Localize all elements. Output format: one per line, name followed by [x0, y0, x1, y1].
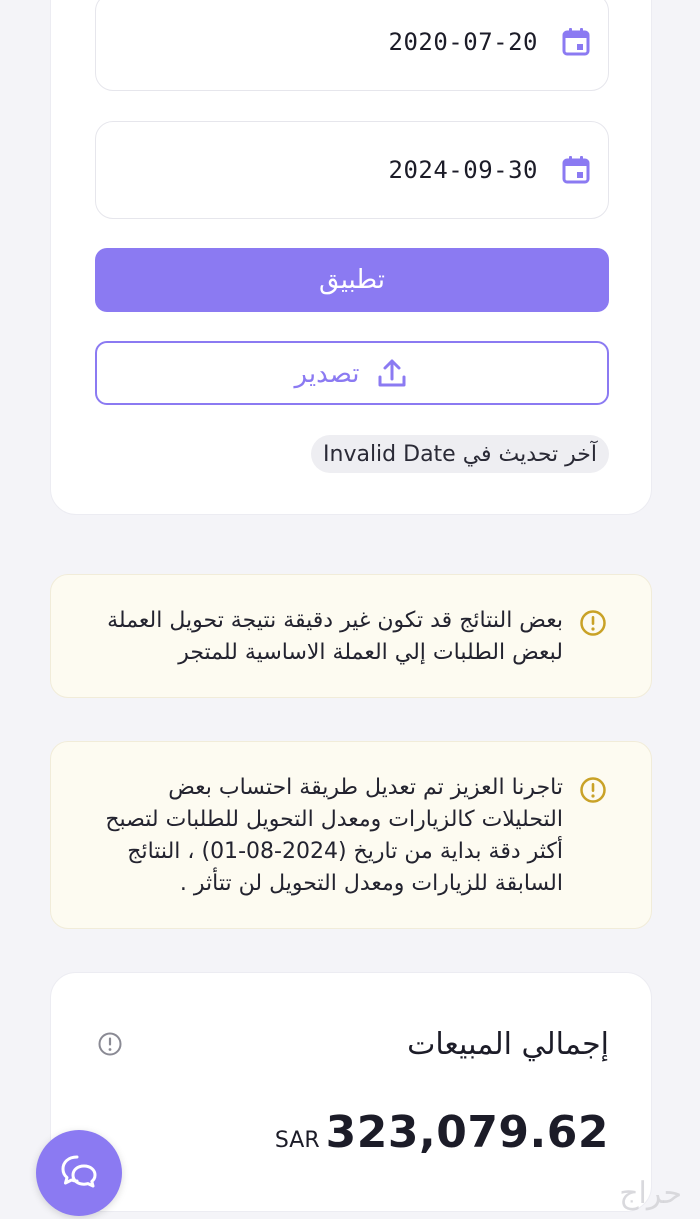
currency-notice [50, 574, 652, 698]
notice-text: بعض النتائج قد تكون غير دقيقة نتيجة تحويل العملة لبعض الطلبات إلي العملة الاساسية للمتجر [107, 608, 563, 665]
watermark-logo: حراج [619, 1176, 682, 1211]
calendar-icon[interactable] [560, 26, 592, 58]
end-date-field[interactable] [95, 121, 609, 219]
info-circle-icon[interactable] [97, 1031, 123, 1057]
export-label: تصدير [294, 357, 360, 388]
analytics-change-notice [50, 741, 652, 929]
notice-text: تاجرنا العزيز تم تعديل طريقة احتساب بعض التحليلات كالزيارات ومعدل التحويل للطلبات لتصبح أكثر دقة بداية من تاريخ (2024-08-01) ، النتائج السابقة للزيارات ومعدل التحويل لن تتأثر . [105, 775, 563, 896]
last-update-badge: آخر تحديث في Invalid Date [311, 435, 609, 473]
export-button[interactable] [95, 341, 609, 405]
sales-value: 323,079.62 [325, 1107, 609, 1158]
start-date-value: 2020-07-20 [388, 28, 538, 56]
chat-icon [57, 1149, 101, 1197]
upload-icon [374, 355, 410, 391]
warning-circle-icon [579, 609, 607, 637]
chat-button[interactable] [36, 1130, 122, 1216]
end-date-value: 2024-09-30 [388, 156, 538, 184]
warning-circle-icon [579, 776, 607, 804]
sales-amount [275, 1107, 609, 1158]
total-sales-card [50, 972, 652, 1212]
start-date-field[interactable] [95, 0, 609, 91]
apply-button[interactable]: تطبيق [95, 248, 609, 312]
sales-title: إجمالي المبيعات [407, 1027, 609, 1062]
sales-currency: SAR [274, 1128, 320, 1153]
calendar-icon[interactable] [560, 154, 592, 186]
date-filter-card [50, 0, 652, 515]
